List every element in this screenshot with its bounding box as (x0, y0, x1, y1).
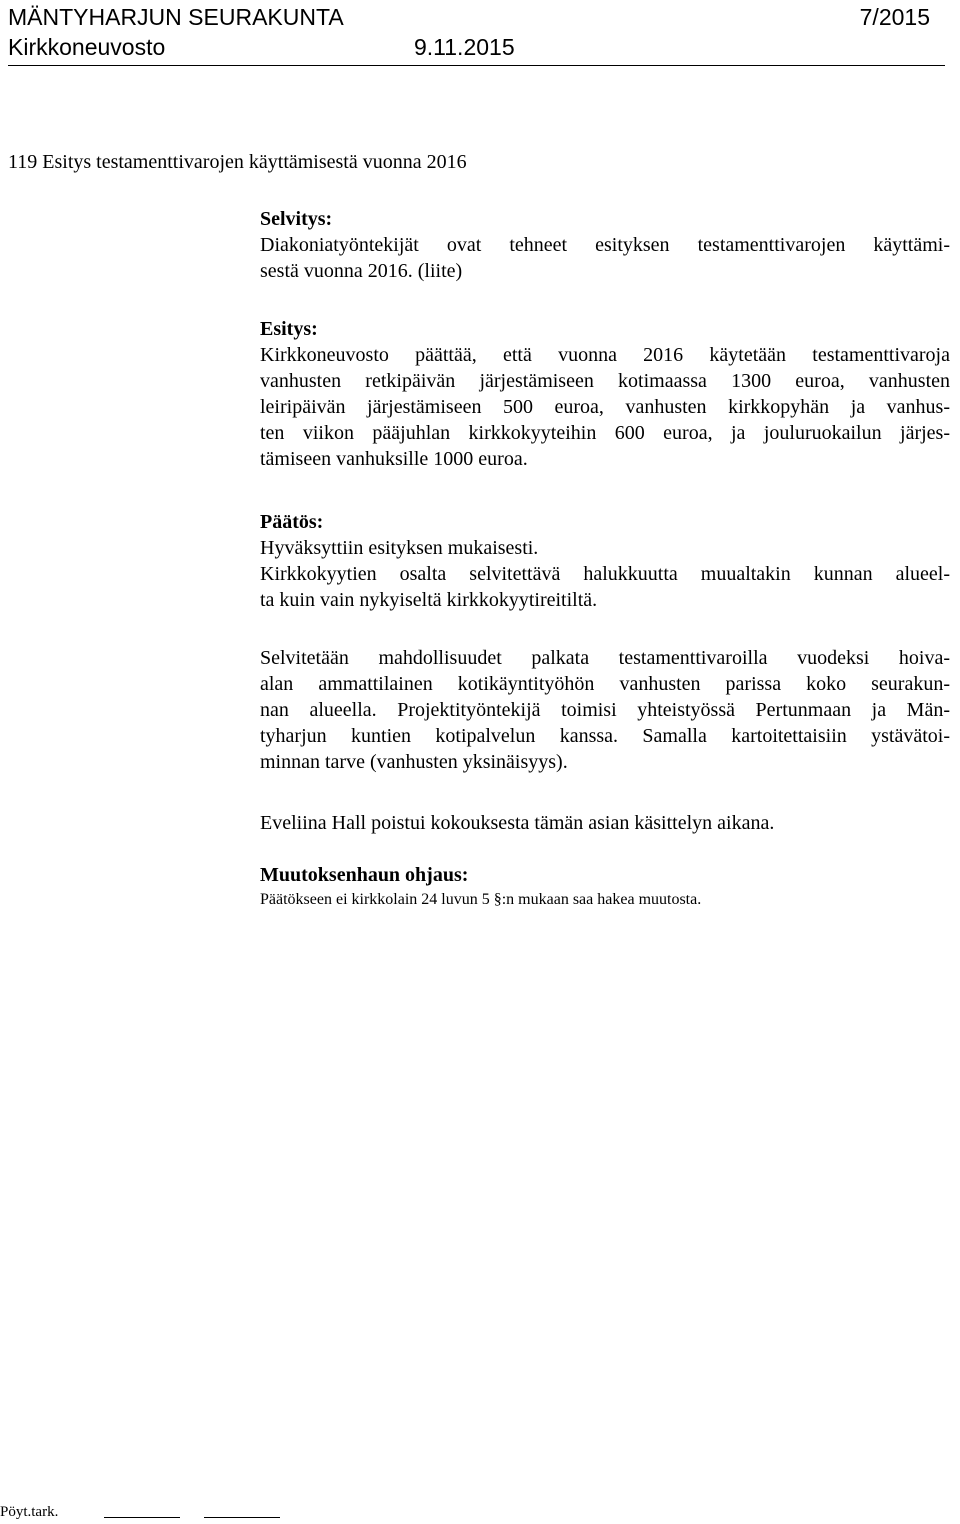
paatos-line: nan alueella. Projektityöntekijä toimisi yhteistyössä Pertunmaan ja Män- (260, 699, 950, 721)
esitys-line: tämiseen vanhuksille 1000 euroa. (260, 448, 528, 470)
paatos-line: Hyväksyttiin esityksen mukaisesti. (260, 537, 539, 559)
item-title: 119 Esitys testamenttivarojen käyttämisestä vuonna 2016 (8, 151, 467, 173)
esitys-line: Kirkkoneuvosto päättää, että vuonna 2016 käytetään testamenttivaroja (260, 344, 950, 366)
poytakirjantarkastajat-label: Pöyt.tark. (0, 1504, 59, 1520)
esitys-text (260, 342, 950, 472)
esitys-line: leiripäivän järjestämiseen 500 euroa, vanhusten kirkkopyhän ja vanhus- (260, 396, 950, 418)
signature-line-2 (204, 1517, 280, 1518)
selvitys-label: Selvitys: (260, 208, 333, 230)
selvitys-line: Diakoniatyöntekijät ovat tehneet esityksen testamenttivarojen käyttämi- (260, 234, 950, 256)
paatos-line: alan ammattilainen kotikäyntityöhön vanhusten parissa koko seurakun- (260, 673, 950, 695)
signature-line-1 (104, 1517, 180, 1518)
protocol-number: 7/2015 (859, 4, 930, 30)
paatos-paragraph-2 (260, 645, 950, 775)
muutoksenhaku-text: Päätökseen ei kirkkolain 24 luvun 5 §:n mukaan saa hakea muutosta. (260, 891, 702, 908)
esitys-line: ten viikon pääjuhlan kirkkokyyteihin 600 euroa, ja jouluruokailun järjes- (260, 422, 950, 444)
muutoksenhaku-label: Muutoksenhaun ohjaus: (260, 864, 469, 886)
paatos-line: Selvitetään mahdollisuudet palkata testamenttivaroilla vuodeksi hoiva- (260, 647, 950, 669)
selvitys-text (260, 232, 950, 284)
selvitys-line: sestä vuonna 2016. (liite) (260, 260, 463, 282)
esitys-label: Esitys: (260, 318, 318, 340)
paatos-line: minnan tarve (vanhusten yksinäisyys). (260, 751, 568, 773)
paatos-label: Päätös: (260, 511, 324, 533)
header-divider (8, 65, 945, 66)
paatos-paragraph-3: Eveliina Hall poistui kokouksesta tämän asian käsittelyn aikana. (260, 812, 775, 834)
paatos-text (260, 535, 950, 613)
paatos-line: ta kuin vain nykyiseltä kirkkokyytireitiltä. (260, 589, 598, 611)
organization-name: MÄNTYHARJUN SEURAKUNTA (8, 4, 344, 30)
meeting-body: Kirkkoneuvosto (8, 34, 166, 60)
paatos-line: Kirkkokyytien osalta selvitettävä halukkuutta muualtakin kunnan alueel- (260, 563, 950, 585)
esitys-line: vanhusten retkipäivän järjestämiseen kotimaassa 1300 euroa, vanhusten (260, 370, 950, 392)
meeting-date: 9.11.2015 (414, 34, 515, 60)
paatos-line: tyharjun kuntien kotipalvelun kanssa. Samalla kartoitettaisiin ystävätoi- (260, 725, 950, 747)
